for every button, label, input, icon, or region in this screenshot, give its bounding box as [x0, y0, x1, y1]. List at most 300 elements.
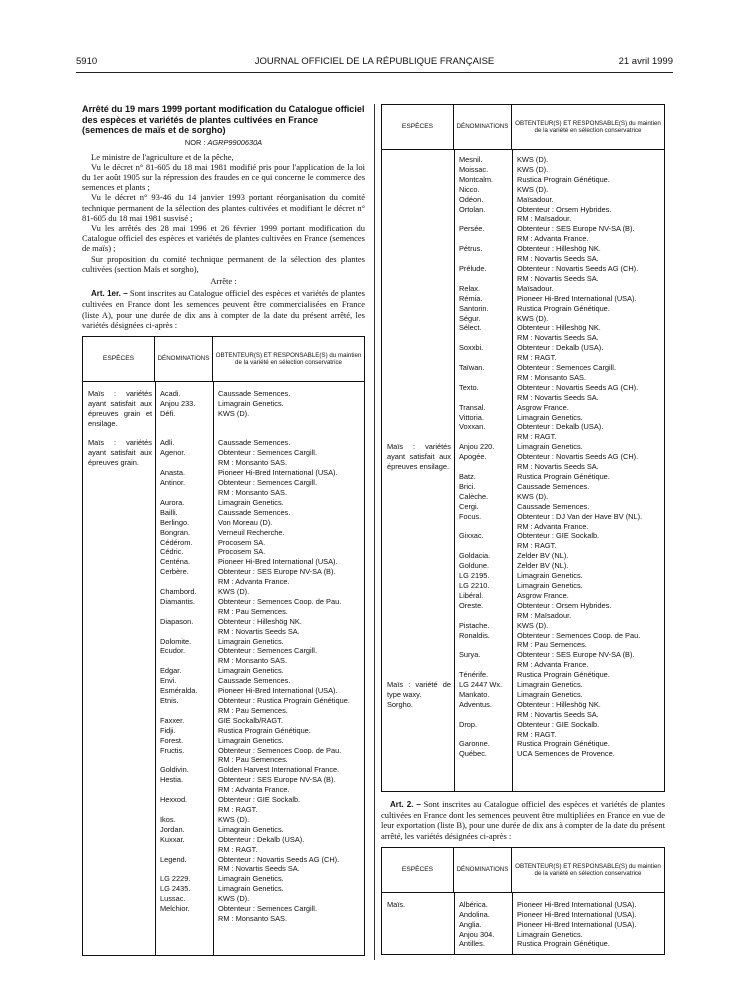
table-row [83, 508, 364, 518]
breeder-cell: Caussade Semences. [517, 501, 590, 511]
species-cell [83, 894, 155, 904]
table-row [83, 498, 364, 508]
header-especes: ESPÈCES [382, 848, 454, 892]
species-cell [83, 746, 155, 756]
denomination-cell [155, 845, 213, 855]
denomination-cell: Anjou 304. [459, 929, 495, 939]
species-cell [83, 805, 155, 815]
species-cell [382, 631, 454, 641]
table-row [83, 488, 364, 498]
denomination-cell: Ikos. [160, 814, 176, 824]
species-cell [382, 413, 454, 423]
table-row [83, 547, 364, 557]
breeder-cell: Obtenteur : GIE Sockalb. [517, 531, 600, 541]
breeder-cell: Zelder BV (NL). [517, 561, 569, 571]
denomination-cell: Taïwan. [459, 363, 485, 373]
species-cell [382, 670, 454, 680]
species-cell [382, 314, 454, 324]
denomination-cell [454, 522, 512, 532]
breeder-cell: Obtenteur : Semences Cargill. [218, 646, 317, 656]
breeder-cell: Obtenteur : Semences Cargill. [218, 478, 317, 488]
breeder-cell: Limagrain Genetics. [517, 571, 583, 581]
breeder-cell: KWS (D). [517, 491, 549, 501]
species-cell [382, 749, 454, 759]
table-row [83, 597, 364, 607]
table-row [382, 234, 664, 244]
table-row [83, 825, 364, 835]
species-cell [83, 488, 155, 498]
breeder-cell: Limagrain Genetics. [517, 412, 583, 422]
breeder-cell: Obtenteur : SES Europe NV-SA (B). [517, 650, 635, 660]
species-cell [382, 304, 454, 314]
breeder-cell: RM : Monsanto SAS. [218, 656, 288, 666]
variety-table-list-a [82, 336, 365, 956]
denomination-cell: Texto. [459, 382, 479, 392]
breeder-cell: Caussade Semences. [218, 388, 291, 398]
denomination-cell: Pistache. [459, 620, 490, 630]
table-row [83, 646, 364, 656]
species-cell [382, 393, 454, 403]
breeder-cell: Caussade Semences. [218, 438, 291, 448]
species-cell [83, 468, 155, 478]
denomination-cell: Etnis. [160, 696, 179, 706]
breeder-cell: Obtenteur : GIE Sockalb. [517, 719, 600, 729]
article-2-text: Sont inscrites au Catalogue officiel des espèces et variétés de plantes cultivées en France dont les semences peuvent être multipliées en France en vue de leur exportation (liste B), pour une durée de dix ans à compter de la date du présent arrêté, les variétés désignées ci-après : [381, 799, 665, 841]
denomination-cell: Hestia. [160, 775, 184, 785]
denomination-cell: Gixxac. [459, 531, 484, 541]
header-obtenteurs: OBTENTEUR(S) ET RESPONSABLE(S) du maintien de la variété en sélection conservatrice [515, 119, 661, 134]
breeder-cell: Rustica Prograin Génétique. [517, 303, 610, 313]
denomination-cell [454, 611, 512, 621]
breeder-cell: RM : Advanta France. [517, 521, 589, 531]
species-cell [83, 399, 155, 409]
table-row [83, 607, 364, 617]
species-cell [382, 910, 454, 920]
species-cell [83, 755, 155, 765]
table-row [382, 214, 664, 224]
species-cell [83, 765, 155, 775]
denomination-cell [454, 274, 512, 284]
breeder-cell: Obtenteur : Novartis Seeds AG (CH). [517, 382, 639, 392]
denomination-cell: Esméralda. [160, 686, 198, 696]
species-cell [83, 508, 155, 518]
table-row [83, 518, 364, 528]
species-cell [382, 601, 454, 611]
article-2 [381, 799, 665, 841]
denomination-cell: Hexxod. [160, 795, 188, 805]
species-cell [382, 155, 454, 165]
table-row [83, 567, 364, 577]
denomination-cell: Acadi. [160, 388, 181, 398]
denomination-cell: Cédérom. [160, 537, 193, 547]
breeder-cell: Limagrain Genetics. [517, 689, 583, 699]
table-row [382, 343, 664, 353]
denomination-cell: Anjou 220. [459, 442, 495, 452]
breeder-cell: RM : RAGT. [218, 804, 258, 814]
denomination-cell: Apogée. [459, 452, 487, 462]
species-cell [382, 224, 454, 234]
species-cell [83, 874, 155, 884]
table-row [83, 726, 364, 736]
breeder-cell: RM : Pau Semences. [517, 640, 587, 650]
denomination-cell [454, 432, 512, 442]
breeder-cell: Rustica Prograin Génétique. [517, 472, 610, 481]
species-cell [382, 561, 454, 571]
denomination-cell: Sélect. [459, 323, 482, 333]
denomination-cell: Anasta. [160, 468, 186, 478]
table-row [382, 700, 664, 710]
table-row [83, 666, 364, 676]
denomination-cell: Jordan. [160, 824, 185, 834]
breeder-cell: KWS (D). [218, 587, 250, 597]
species-cell [382, 185, 454, 195]
breeder-cell: Obtenteur : DJ Van der Have BV (NL). [517, 511, 643, 521]
denomination-cell: Surya. [459, 650, 481, 660]
species-cell [382, 739, 454, 749]
denomination-cell: Adli. [160, 438, 175, 448]
table-row [382, 739, 664, 749]
denomination-cell: Persée. [459, 224, 485, 234]
denomination-cell [454, 660, 512, 670]
denomination-cell: Fidji. [160, 725, 176, 735]
table-row [382, 462, 664, 472]
breeder-cell: KWS (D). [517, 164, 549, 174]
breeder-cell: RM : Novartis Seeds SA. [517, 273, 599, 283]
breeder-cell: Limagrain Genetics. [218, 636, 284, 646]
breeder-cell: Maïsadour. [517, 194, 554, 204]
breeder-cell: Obtenteur : Semences Cargill. [218, 448, 317, 458]
species-cell [83, 567, 155, 577]
table-row [382, 224, 664, 234]
table-row [382, 323, 664, 333]
denomination-cell [155, 488, 213, 498]
species-cell [382, 333, 454, 343]
denomination-cell: Batz. [459, 472, 476, 481]
table-row [83, 429, 364, 439]
denomination-cell [454, 393, 512, 403]
denomination-cell: Ténérife. [459, 670, 489, 680]
table-row [382, 900, 664, 910]
table-row [83, 716, 364, 726]
table-body [382, 150, 664, 759]
denomination-cell: Ortolan. [459, 204, 486, 214]
header-denominations: DÉNOMINATIONS [155, 337, 213, 381]
breeder-cell: Limagrain Genetics. [517, 680, 583, 690]
breeder-cell: RM : Pau Semences. [218, 755, 288, 765]
denomination-cell: Albérica. [459, 899, 488, 909]
species-cell [382, 650, 454, 660]
table-row [382, 660, 664, 670]
species-cell [382, 502, 454, 512]
column-separator [374, 104, 375, 960]
table-row [83, 864, 364, 874]
table-row [83, 845, 364, 855]
species-cell [83, 637, 155, 647]
breeder-cell: Maïsadour. [517, 283, 554, 293]
breeder-cell: Obtenteur : Semences Coop. de Pau. [517, 630, 641, 640]
breeder-cell: Limagrain Genetics. [218, 824, 284, 834]
denomination-cell: Lussac. [160, 894, 186, 904]
species-cell [83, 557, 155, 567]
denomination-cell [454, 353, 512, 363]
preamble-paragraph: Vu le décret n° 81-605 du 18 mai 1981 modifié pris pour l'application de la loi du 1er août 1905 sur la répression des fraudes en ce qui concerne le commerce des semences et plants ; [82, 161, 365, 193]
species-cell [83, 458, 155, 468]
species-cell [382, 730, 454, 740]
species-cell [83, 845, 155, 855]
table-row [83, 795, 364, 805]
article-2-label: Art. 2. – [390, 800, 421, 809]
table-row [382, 244, 664, 254]
species-cell [83, 518, 155, 528]
table-row [83, 746, 364, 756]
table-row [382, 910, 664, 920]
header-rule [76, 72, 673, 73]
species-cell [83, 884, 155, 894]
denomination-cell: Forest. [160, 735, 183, 745]
species-cell [382, 720, 454, 730]
species-cell [83, 666, 155, 676]
denomination-cell [454, 254, 512, 264]
species-cell [83, 528, 155, 538]
table-row [83, 775, 364, 785]
denomination-cell: Centéna. [160, 557, 190, 567]
table-row [83, 914, 364, 924]
table-row [382, 482, 664, 492]
breeder-cell: Obtenteur : SES Europe NV-SA (B). [517, 224, 635, 234]
denomination-cell [454, 730, 512, 740]
table-row [83, 528, 364, 538]
denomination-cell [155, 419, 213, 429]
table-row [83, 587, 364, 597]
breeder-cell: Obtenteur : Semences Cargill. [517, 363, 616, 373]
table-row [382, 591, 664, 601]
species-cell [83, 429, 155, 439]
species-cell [382, 660, 454, 670]
breeder-cell: KWS (D). [517, 620, 549, 630]
species-cell [382, 323, 454, 333]
table-row [83, 805, 364, 815]
breeder-cell: Limagrain Genetics. [218, 666, 284, 676]
denomination-cell: Anglia. [459, 919, 482, 929]
denomination-cell: Oreste. [459, 600, 484, 610]
breeder-cell: KWS (D). [517, 184, 549, 194]
denomination-cell: Andolina. [459, 909, 490, 919]
denomination-cell [155, 914, 213, 924]
breeder-cell: Rustica Prograin Génétique. [517, 739, 610, 749]
table-row [382, 155, 664, 165]
table-row [83, 855, 364, 865]
breeder-cell: Rustica Prograin Génétique. [218, 725, 311, 735]
denomination-cell [454, 333, 512, 343]
table-row [382, 730, 664, 740]
breeder-cell: Caussade Semences. [218, 676, 291, 686]
breeder-cell: Obtenteur : Orsem Hybrides. [517, 600, 612, 610]
denomination-cell: Chambord. [160, 587, 197, 597]
table-row [382, 930, 664, 940]
breeder-cell: RM : Pau Semences. [218, 606, 288, 616]
denomination-cell: Cergi. [459, 501, 479, 511]
breeder-cell: KWS (D). [218, 408, 250, 418]
breeder-cell: Pioneer Hi-Bred International (USA). [218, 686, 338, 696]
breeder-cell: Caussade Semences. [218, 507, 291, 517]
breeder-cell [213, 419, 364, 429]
denomination-cell: Défi. [160, 408, 176, 418]
breeder-cell: Rustica Prograin Génétique. [517, 174, 610, 184]
left-column [82, 104, 365, 956]
denomination-cell: Diamantis. [160, 596, 195, 606]
table-row [382, 314, 664, 324]
denomination-cell [155, 627, 213, 637]
denomination-cell: Relax. [459, 283, 480, 293]
table-row [83, 894, 364, 904]
denomination-cell [155, 577, 213, 587]
table-row [382, 541, 664, 551]
table-row [382, 710, 664, 720]
denomination-cell [155, 785, 213, 795]
species-cell [83, 587, 155, 597]
denomination-cell [155, 755, 213, 765]
table-row [83, 617, 364, 627]
table-row [83, 538, 364, 548]
denomination-cell: Focus. [459, 511, 482, 521]
species-cell [382, 690, 454, 700]
denomination-cell: Libéral. [459, 590, 484, 600]
denomination-cell: Goldacia. [459, 551, 491, 561]
breeder-cell: Obtenteur : Rustica Prograin Génétique. [218, 696, 350, 706]
breeder-cell: Limagrain Genetics. [517, 580, 583, 590]
breeder-cell: Obtenteur : Orsem Hybrides. [517, 204, 612, 214]
table-row [83, 627, 364, 637]
denomination-cell: Odéon. [459, 194, 484, 204]
denomination-cell: LG 2435. [160, 884, 191, 894]
denomination-cell: Mesnil. [459, 155, 483, 164]
breeder-cell: RM : Novartis Seeds SA. [517, 709, 599, 719]
preamble-paragraph: Le ministre de l'agriculture et de la pêche, [91, 151, 234, 162]
breeder-cell: RM : Novartis Seeds SA. [517, 462, 599, 472]
species-cell [83, 676, 155, 686]
table-row [83, 736, 364, 746]
species-cell [382, 930, 454, 940]
table-row [83, 577, 364, 587]
table-row [83, 676, 364, 686]
header-obtenteurs: OBTENTEUR(S) ET RESPONSABLE(S) du maintien de la variété en sélection conservatrice [215, 351, 362, 366]
species-cell [382, 363, 454, 373]
species-cell [83, 419, 155, 429]
table-row [382, 175, 664, 185]
denomination-cell [155, 458, 213, 468]
denomination-cell: Cerbère. [160, 567, 189, 577]
denomination-cell: Prélude. [459, 263, 487, 273]
species-cell: Sorgho. [387, 699, 413, 709]
species-cell [382, 432, 454, 442]
table-header [83, 337, 364, 382]
denomination-cell: Goldivin. [160, 765, 189, 775]
species-cell [382, 512, 454, 522]
breeder-cell: Procosem SA. [218, 547, 266, 557]
table-row [83, 696, 364, 706]
denomination-cell: Dolomite. [160, 636, 192, 646]
species-cell [83, 835, 155, 845]
species-cell: Maïs : variétés ayant satisfait aux épreuves grain. [88, 438, 152, 468]
species-cell [382, 522, 454, 532]
denomination-cell: Ecudor. [160, 646, 186, 656]
breeder-cell: Limagrain Genetics. [517, 442, 583, 452]
breeder-cell: Obtenteur : Semences Coop. de Pau. [218, 596, 342, 606]
denomination-cell: Pétrus. [459, 244, 483, 254]
table-header [382, 848, 664, 893]
nor-code: AGRP9900630A [207, 137, 263, 147]
species-cell [83, 646, 155, 656]
species-cell [83, 785, 155, 795]
breeder-cell: Limagrain Genetics. [218, 735, 284, 745]
breeder-cell: Procosem SA. [218, 537, 266, 547]
denomination-cell: Legend. [160, 854, 187, 864]
table-row [83, 785, 364, 795]
table-row [83, 874, 364, 884]
denomination-cell: Envi. [160, 676, 177, 686]
table-row [382, 749, 664, 759]
table-row [83, 706, 364, 716]
table-row [382, 720, 664, 730]
table-row [83, 765, 364, 775]
denomination-cell: Antinor. [160, 478, 186, 488]
breeder-cell: RM : Monsanto SAS. [218, 913, 288, 923]
breeder-cell: Limagrain Genetics. [218, 497, 284, 507]
table-row [382, 333, 664, 343]
breeder-cell: RM : Maïsadour. [517, 610, 572, 620]
denomination-cell: Fructis. [160, 745, 185, 755]
nor-label: NOR : [184, 137, 208, 147]
species-cell [83, 716, 155, 726]
denomination-cell: Drop. [459, 719, 478, 729]
denomination-cell [454, 234, 512, 244]
denomination-cell: Anjou 233. [160, 398, 196, 408]
table-row [382, 502, 664, 512]
breeder-cell [213, 429, 364, 439]
denomination-cell: Bongran. [160, 527, 190, 537]
breeder-cell: Obtenteur : Dekalb (USA). [517, 422, 604, 432]
table-header [382, 105, 664, 150]
table-row [382, 670, 664, 680]
denomination-cell: Ségur. [459, 313, 481, 323]
header-especes: ESPÈCES [382, 105, 454, 149]
species-cell [83, 627, 155, 637]
table-row [83, 904, 364, 914]
breeder-cell: Obtenteur : Novartis Seeds AG (CH). [218, 854, 340, 864]
breeder-cell: Obtenteur : Hilleshög NK. [517, 244, 601, 254]
denomination-cell: Soxxbi. [459, 343, 484, 353]
breeder-cell: Pioneer Hi-Bred International (USA). [517, 293, 637, 303]
species-cell [83, 726, 155, 736]
breeder-cell: RM : Maïsadour. [517, 214, 572, 224]
table-row [382, 512, 664, 522]
species-cell [83, 696, 155, 706]
table-row [382, 304, 664, 314]
table-row [382, 581, 664, 591]
denomination-cell [155, 805, 213, 815]
table-row [382, 472, 664, 482]
denomination-cell: Adventus. [459, 699, 492, 709]
denomination-cell: Edgar. [160, 666, 182, 676]
nor-line [82, 138, 365, 147]
breeder-cell: Zelder BV (NL). [517, 551, 569, 561]
header-especes: ESPÈCES [83, 337, 155, 381]
breeder-cell: Obtenteur : GIE Sockalb. [218, 795, 301, 805]
species-cell [382, 274, 454, 284]
denomination-cell: Rémia. [459, 293, 483, 303]
species-cell [382, 254, 454, 264]
denomination-cell: Cédric. [160, 547, 184, 557]
